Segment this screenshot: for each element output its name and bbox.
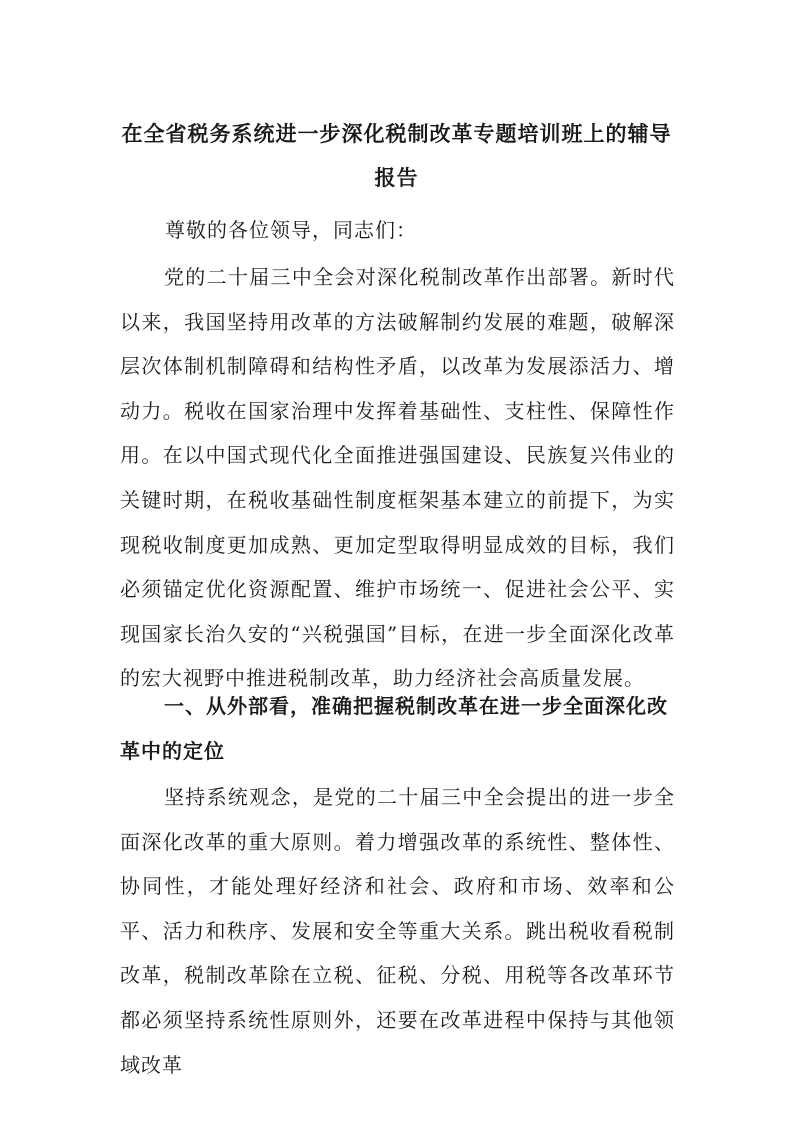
section-heading-1: 一、从外部看，准确把握税制改革在进一步全面深化改革中的定位 <box>120 694 668 763</box>
document-title: 在全省税务系统进一步深化税制改革专题培训班上的辅导报告 <box>121 121 672 190</box>
paragraph-2: 坚持系统观念，是党的二十届三中全会提出的进一步全面深化改革的重大原则。着力增强改革的系统性、整体性、协同性，才能处理好经济和社会、政府和市场、效率和公平、活力和秩序、发展和安全等重大关系。跳出税收看税制改革，税制改革除在立税、征税、分税、用税等各改革环节都必须坚持系统性原则外，还要在改革进程中保持与其他领域改革 <box>120 785 675 1077</box>
greeting: 尊敬的各位领导，同志们： <box>165 218 417 242</box>
paragraph-1: 党的二十届三中全会对深化税制改革作出部署。新时代以来，我国坚持用改革的方法破解制约发展的难题，破解深层次体制机制障碍和结构性矛盾，以改革为发展添活力、增动力。税收在国家治理中发挥着基础性、支柱性、保障性作用。在以中国式现代化全面推进强国建设、民族复兴伟业的关键时期，在税收基础性制度框架基本建立的前提下，为实现税收制度更加成熟、更加定型取得明显成效的目标，我们必须锚定优化资源配置、维护市场统一、促进社会公平、实现国家长治久安的“兴税强国”目标，在进一步全面深化改革的宏大视野中推进税制改革，助力经济社会高质量发展。 <box>120 265 675 691</box>
